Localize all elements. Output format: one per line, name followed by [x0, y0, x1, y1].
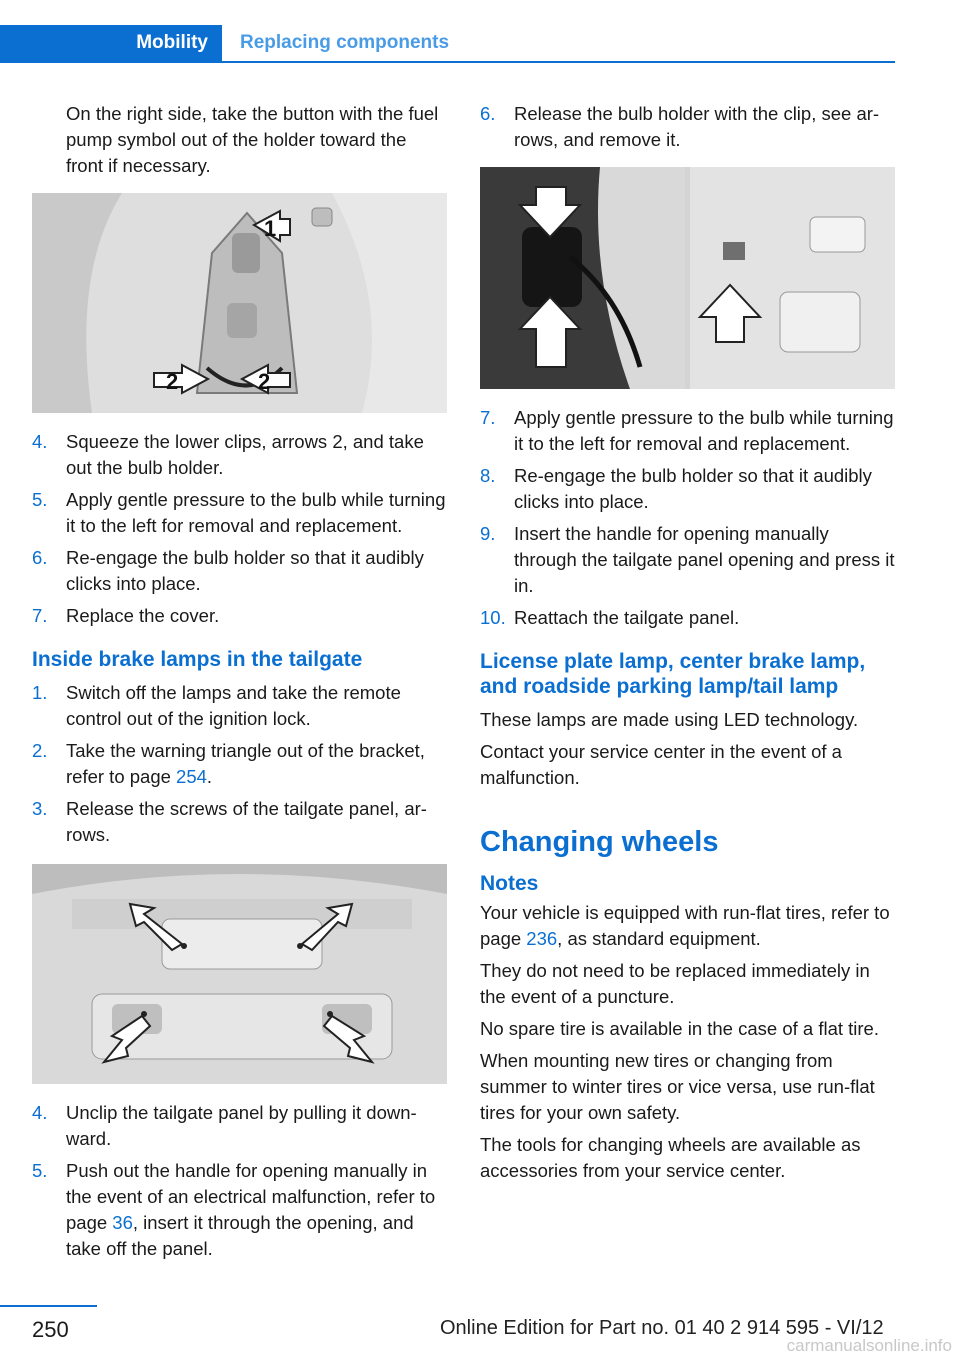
spare-text: No spare tire is available in the case of a flat tire.	[480, 1018, 879, 1039]
list-item: 10. Reattach the tailgate panel.	[480, 607, 740, 628]
right-column	[480, 101, 896, 1190]
puncture-text: They do not need to be replaced immediately in the event of a puncture.	[480, 960, 870, 1007]
figure-bulb-holder-clip	[480, 167, 895, 389]
left-column	[32, 101, 448, 1268]
list-item: 3. Release the screws of the tailgate panel, arrows.	[32, 798, 427, 845]
heading-license-plate-lamp: License plate lamp, center brake lamp, and roadside parking lamp/tail lamp	[480, 650, 866, 698]
list-item: 2. Take the warning triangle out of the bracket, refer to page 254.	[32, 740, 425, 787]
list-item: 5. Apply gentle pressure to the bulb while turning it to the left for removal and replacement.	[32, 489, 446, 536]
list-item: 4. Squeeze the lower clips, arrows 2, and take out the bulb holder.	[32, 431, 424, 478]
list-item: 4. Unclip the tailgate panel by pulling it downward.	[32, 1102, 417, 1149]
list-item: 6. Re-engage the bulb holder so that it audibly clicks into place.	[32, 547, 424, 594]
list-item: 1. Switch off the lamps and take the remote control out of the ignition lock.	[32, 682, 401, 729]
page-number: 250	[32, 1317, 69, 1342]
footer-rule	[0, 1305, 97, 1307]
heading-notes: Notes	[480, 872, 539, 895]
list-item: 6. Release the bulb holder with the clip, see arrows, and remove it.	[480, 103, 880, 150]
contact-text: Contact your service center in the event of a malfunction.	[480, 741, 842, 788]
page-link-254[interactable]: 254	[176, 766, 207, 787]
page-link-236[interactable]: 236	[526, 928, 558, 949]
list-item: 9. Insert the handle for opening manually through the tailgate panel opening and press it in.	[480, 523, 895, 596]
tab-mobility[interactable]: Mobility	[0, 25, 222, 61]
led-text: These lamps are made using LED technology.	[480, 709, 859, 730]
tools-text: The tools for changing wheels are available as accessories from your service center.	[480, 1134, 861, 1181]
figure-tailgate-panel	[32, 864, 447, 1084]
watermark: carmanualsonline.info	[786, 1336, 952, 1355]
list-item: 7. Apply gentle pressure to the bulb while turning it to the left for removal and replacement.	[480, 407, 894, 454]
figure-bulb-holder	[32, 193, 447, 413]
intro-text: On the right side, take the button with the fuel pump symbol out of the holder toward the front if necessary.	[66, 103, 439, 176]
list-item: 7. Replace the cover.	[32, 605, 220, 626]
tab-replacing-components[interactable]: Replacing components	[240, 32, 450, 53]
heading-changing-wheels: Changing wheels	[480, 826, 719, 858]
fig1-label-1: 1	[264, 216, 277, 241]
runflat-text: Your vehicle is equipped with run-flat tires, refer to page 236, as standard equipment.	[480, 902, 890, 949]
header-tabs	[0, 25, 895, 63]
mounting-text: When mounting new tires or changing from summer to winter tires or vice versa, use run-flat tires for your own safety.	[480, 1050, 875, 1123]
edition-text: Online Edition for Part no. 01 40 2 914 595 - VI/12	[440, 1317, 884, 1339]
heading-inside-brake-lamps: Inside brake lamps in the tailgate	[32, 648, 363, 671]
list-item: 5. Push out the handle for opening manually in the event of an electrical malfunction, refer to page 36, insert it through the opening, and take off the panel.	[32, 1160, 436, 1259]
fig1-label-2a: 2	[166, 369, 179, 394]
fig1-label-2b: 2	[258, 369, 271, 394]
list-item: 8. Re-engage the bulb holder so that it audibly clicks into place.	[480, 465, 872, 512]
page-link-36[interactable]: 36	[112, 1212, 133, 1233]
